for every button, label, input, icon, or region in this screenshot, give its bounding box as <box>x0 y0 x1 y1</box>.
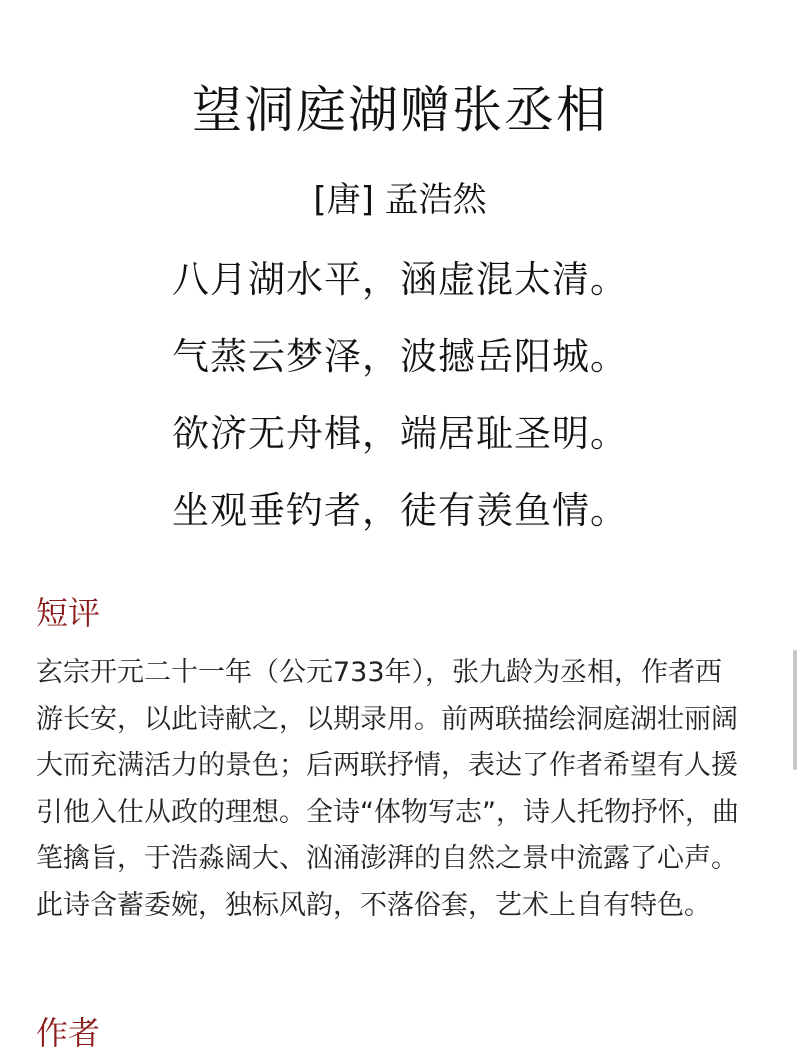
poem-line: 八月湖水平，涵虚混太清。 <box>172 258 628 301</box>
poem-line: 气蒸云梦泽，波撼岳阳城。 <box>172 335 628 378</box>
next-section-heading: 作者 <box>36 1014 101 1052</box>
poem-body <box>0 255 800 563</box>
review-heading: 短评 <box>36 594 101 632</box>
poem-line: 欲济无舟楫，端居耻圣明。 <box>172 412 628 455</box>
poem-line: 坐观垂钓者，徒有羡鱼情。 <box>172 489 628 532</box>
scrollbar[interactable] <box>793 650 797 770</box>
poem-author: [唐] 孟浩然 <box>313 180 487 220</box>
review-text: 玄宗开元二十一年（公元733年），张九龄为丞相，作者西游长安，以此诗献之，以期录用。前两联描绘洞庭湖壮丽阔大而充满活力的景色；后两联抒情，表达了作者希望有人援引他入仕从政的理想。全诗“体物写志”，诗人托物抒怀，曲笔擒旨，于浩淼阔大、汹涌澎湃的自然之景中流露了心声。此诗含蓄委婉，独标风韵，不落俗套，艺术上自有特色。 <box>36 657 739 921</box>
poem-title: 望洞庭湖赠张丞相 <box>192 81 608 139</box>
